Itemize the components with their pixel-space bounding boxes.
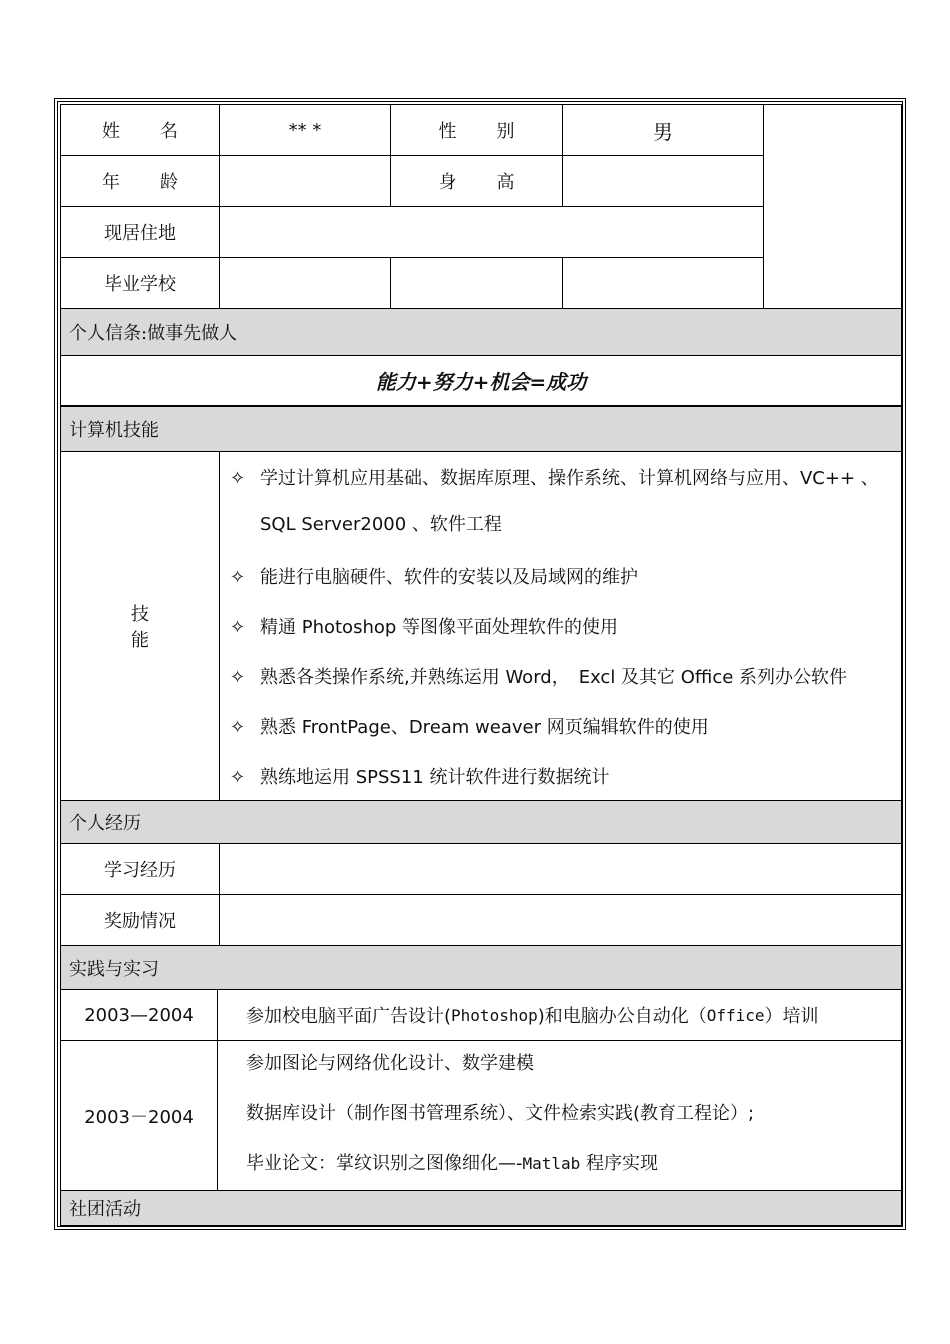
age-label: [60, 155, 220, 207]
clubs-section-title: 社团活动: [69, 1199, 141, 1220]
motto-label: 个人信条:做事先做人: [69, 323, 238, 344]
practice-row2-years-text: 2003－2004: [84, 1106, 194, 1128]
skill-item-6-text: 熟练地运用 SPSS11 统计软件进行数据统计: [260, 767, 610, 788]
award-label: [60, 894, 220, 946]
practice-row2-line3: [246, 1149, 658, 1175]
skill-item-2-text: 能进行电脑硬件、软件的安装以及局域网的维护: [260, 567, 638, 588]
skills-label-char1: 技: [131, 604, 149, 625]
practice-row2-line2-text: 数据库设计（制作图书管理系统）、文件检索实践(教育工程论）;: [246, 1103, 755, 1124]
residence-label: [60, 206, 220, 258]
skill-item-3-text: 精通 Photoshop 等图像平面处理软件的使用: [260, 617, 619, 638]
practice-row1-part-a: 参加校电脑平面广告设计(: [246, 1006, 452, 1027]
study-label: [60, 843, 220, 895]
practice-row2-line3-part-c: 程序实现: [580, 1153, 659, 1174]
bullet-icon: ✧: [230, 617, 246, 638]
study-label-text: 学习经历: [104, 860, 176, 881]
skill-item-6: [230, 763, 609, 789]
motto-text: 能力+努力+机会=成功: [375, 370, 587, 394]
practice-row2-years: [60, 1040, 218, 1191]
gender-value[interactable]: [562, 104, 764, 156]
practice-row1-part-d: Office: [706, 1005, 765, 1025]
school-label: [60, 257, 220, 309]
age-label-char2: 龄: [160, 172, 178, 193]
practice-row1-part-b: Photoshop: [451, 1005, 538, 1025]
motto-row: [60, 355, 902, 407]
practice-row2-line1-text: 参加图论与网络优化设计、数学建模: [246, 1053, 534, 1074]
practice-row1-text: [217, 989, 902, 1041]
practice-row1-part-e: ）培训: [764, 1006, 819, 1027]
practice-section-header: [60, 945, 902, 990]
skills-label: [60, 451, 220, 801]
name-label: [60, 104, 220, 156]
practice-row2-line2: [246, 1099, 754, 1125]
skills-label-char2: 能: [131, 630, 149, 651]
skill-item-1b-text: SQL Server2000 、软件工程: [260, 514, 502, 535]
gender-value-text: 男: [653, 119, 673, 144]
bullet-icon: ✧: [230, 767, 246, 788]
school-value[interactable]: [219, 257, 391, 309]
practice-row2-line3-part-a: 毕业论文：掌纹识别之图像细化—-: [246, 1153, 523, 1174]
name-value-text: ** *: [288, 119, 322, 141]
gender-label-char2: 别: [496, 121, 515, 142]
bullet-icon: ✧: [230, 717, 246, 738]
practice-row2-line3-part-b: Matlab: [522, 1154, 581, 1173]
practice-row1-part-c: )和电脑办公自动化（: [537, 1006, 707, 1027]
school-major[interactable]: [390, 257, 563, 309]
height-label: [390, 155, 563, 207]
name-value[interactable]: [219, 104, 391, 156]
gender-label-char1: 性: [438, 121, 457, 142]
clubs-section-header: [60, 1190, 902, 1226]
resume-frame: [54, 98, 906, 1230]
bullet-icon: ✧: [230, 667, 246, 688]
skills-list: [219, 451, 902, 801]
height-value[interactable]: [562, 155, 764, 207]
age-label-char1: 年: [102, 172, 120, 193]
skills-section-title: 计算机技能: [69, 420, 159, 441]
school-extra[interactable]: [562, 257, 764, 309]
practice-section-title: 实践与实习: [69, 958, 159, 980]
skill-item-4: [230, 663, 847, 689]
experience-section-header: [60, 800, 902, 844]
name-label-char1: 姓: [102, 121, 120, 142]
skill-item-1-continued: [260, 510, 502, 536]
practice-row1-years: [60, 989, 218, 1041]
bullet-icon: ✧: [230, 567, 246, 588]
school-label-text: 毕业学校: [104, 274, 176, 295]
skill-item-2: [230, 563, 638, 589]
name-label-char2: 名: [160, 121, 178, 142]
award-value[interactable]: [219, 894, 902, 946]
motto-section-header: [60, 308, 902, 356]
residence-label-text: 现居住地: [104, 223, 176, 244]
height-label-char1: 身: [438, 172, 457, 193]
skill-item-3: [230, 613, 618, 639]
photo-area[interactable]: [763, 104, 902, 309]
bullet-icon: ✧: [230, 468, 246, 489]
study-value[interactable]: [219, 843, 902, 895]
practice-row2-text: [217, 1040, 902, 1191]
experience-section-title: 个人经历: [69, 813, 141, 834]
award-label-text: 奖励情况: [104, 911, 176, 932]
skill-item-1: [230, 464, 879, 490]
age-value[interactable]: [219, 155, 391, 207]
skill-item-4-text: 熟悉各类操作系统,并熟练运用 Word， Excl 及其它 Office 系列办公软件: [260, 667, 848, 688]
skill-item-5: [230, 713, 709, 739]
practice-row1-years-text: 2003—2004: [84, 1004, 194, 1026]
gender-label: [390, 104, 563, 156]
height-label-char2: 高: [496, 172, 515, 193]
skills-section-header: [60, 406, 902, 452]
practice-row2-line1: [246, 1049, 534, 1075]
residence-value[interactable]: [219, 206, 764, 258]
skill-item-1-text: 学过计算机应用基础、数据库原理、操作系统、计算机网络与应用、VC++ 、: [260, 468, 879, 489]
skill-item-5-text: 熟悉 FrontPage、Dream weaver 网页编辑软件的使用: [260, 717, 709, 738]
